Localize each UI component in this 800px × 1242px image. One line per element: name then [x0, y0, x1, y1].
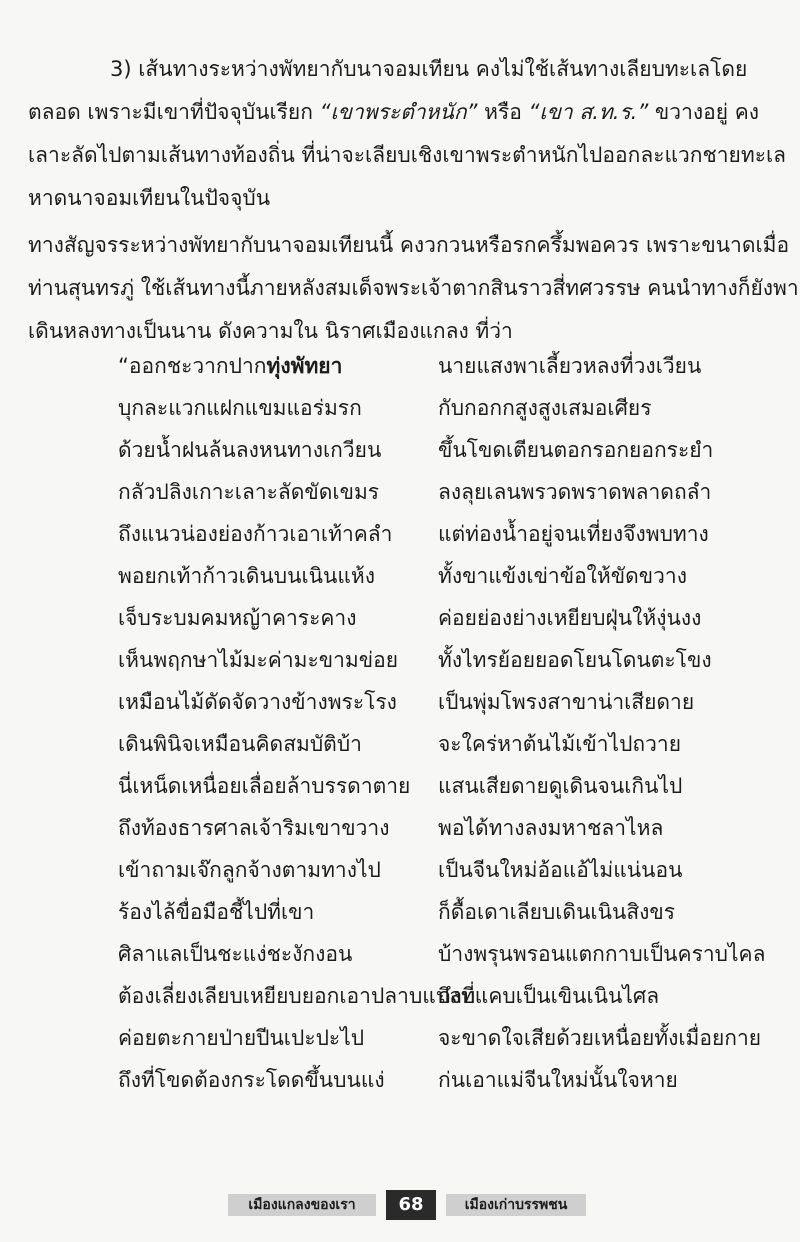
poem-left-verse: ศิลาแลเป็นชะแง่ชะงักงอน [118, 942, 353, 966]
poem-right-verse: เป็นพุ่มโพรงสาขาน่าเสียดาย [438, 690, 695, 714]
poem-block [0, 350, 800, 1106]
poem-rows [0, 392, 800, 1106]
poem-left-verse [118, 350, 342, 383]
poem-right-verse: แสนเสียดายดูเดินจนเกินไป [438, 774, 683, 798]
poem-left-verse: ต้องเลี่ยงเลียบเหยียบยอกเอาปลาบแปลบ [118, 984, 476, 1008]
paragraph-line: หาดนาจอมเทียนในปัจจุบัน [28, 186, 271, 210]
poem-row [0, 1022, 800, 1064]
poem-row [0, 980, 800, 1022]
poem-right-verse: บ้างพรุนพรอนแตกกาบเป็นคราบไคล [438, 942, 766, 966]
poem-left-verse: เดินพินิจเหมือนคิดสมบัติบ้า [118, 732, 362, 756]
poem-right-verse: จะใคร่หาต้นไม้เข้าไปถวาย [438, 732, 682, 756]
poem-row [0, 896, 800, 938]
poem-right-verse: ลงลุยเลนพรวดพราดพลาดถลำ [438, 480, 712, 504]
page-number: 68 [386, 1190, 436, 1220]
poem-right-verse: ค่อยย่องย่างเหยียบฝุ่นให้งุ่นงง [438, 606, 702, 630]
paragraph-line: ท่านสุนทรภู่ ใช้เส้นทางนี้ภายหลังสมเด็จพระเจ้าตากสินราวสี่ทศวรรษ คนนำทางก็ยังพา [28, 276, 799, 300]
poem-left-verse: กลัวปลิงเกาะเลาะลัดขัดเขมร [118, 480, 380, 504]
poem-right-verse: กับกอกกสูงสูงเสมอเศียร [438, 396, 652, 420]
poem-row [0, 476, 800, 518]
poem-right-verse: ก็ดื้อเดาเลียบเดินเนินสิงขร [438, 900, 676, 924]
poem-right-verse: ทั้งไทรย้อยยอดโยนโดนตะโขง [438, 648, 712, 672]
poem-row [0, 812, 800, 854]
bold-place-name: ทุ่งพัทยา [266, 354, 343, 378]
poem-row [0, 1064, 800, 1106]
paragraph-line [28, 91, 778, 134]
poem-left-verse: เข้าถามเจ๊กลูกจ้างตามทางไป [118, 858, 381, 882]
poem-left-verse: นี่เหน็ดเหนื่อยเลื่อยล้าบรรดาตาย [118, 774, 411, 798]
poem-right-verse: ทั้งขาแข้งเข่าข้อให้ขัดขวาง [438, 564, 687, 588]
italic-quote: “เขาพระตำหนัก” [319, 100, 478, 124]
poem-row [0, 644, 800, 686]
italic-quote: “เขา ส.ท.ร.” [528, 100, 649, 124]
poem-left-verse: ถึงที่โขดต้องกระโดดขึ้นบนแง่ [118, 1068, 385, 1092]
poem-right-verse: ก่นเอาแม่จีนใหม่นั้นใจหาย [438, 1068, 678, 1092]
poem-row [0, 434, 800, 476]
poem-right-verse: ถึงที่แคบเป็นเขินเนินไศล [438, 984, 660, 1008]
poem-row [0, 518, 800, 560]
paragraph-2 [28, 224, 799, 353]
poem-right-verse: ขึ้นโขดเตียนตอกรอกยอกระยำ [438, 438, 714, 462]
poem-left-verse: ถึงแนวน่องย่องก้าวเอาเท้าคลำ [118, 522, 393, 546]
paragraph-line: ทางสัญจรระหว่างพัทยากับนาจอมเทียนนี้ คงวกวนหรือรกครึ้มพอควร เพราะขนาดเมื่อ [28, 233, 790, 257]
poem-row [0, 854, 800, 896]
paragraph-line: 3) เส้นทางระหว่างพัทยากับนาจอมเทียน คงไม่ใช้เส้นทางเลียบทะเลโดย [110, 57, 748, 81]
poem-left-verse: เจ็บระบมคมหญ้าคาระคาง [118, 606, 357, 630]
poem-left-verse: เหมือนไม้ดัดจัดวางข้างพระโรง [118, 690, 397, 714]
paragraph-line: เดินหลงทางเป็นนาน ดังความใน นิราศเมืองแกลง ที่ว่า [28, 319, 513, 343]
poem-right-verse: แต่ท่องน้ำอยู่จนเที่ยงจึงพบทาง [438, 522, 709, 546]
poem-left-verse: ร้องไล้ขื่อมือชี้ไปที่เขา [118, 900, 315, 924]
poem-left-verse: ด้วยน้ำฝนล้นลงหนทางเกวียน [118, 438, 382, 462]
page-footer [228, 1190, 586, 1220]
text-span: หรือ [477, 100, 529, 124]
text-span: “ออกชะวากปาก [118, 354, 267, 378]
paragraph-1 [28, 48, 787, 220]
poem-left-verse: เห็นพฤกษาไม้มะค่ามะขามข่อย [118, 648, 399, 672]
poem-left-verse: ถึงท้องธารศาลเจ้าริมเขาขวาง [118, 816, 390, 840]
poem-row [0, 686, 800, 728]
poem-row [0, 938, 800, 980]
text-span: ขวางอยู่ คง [648, 100, 760, 124]
poem-row [0, 560, 800, 602]
poem-row [0, 728, 800, 770]
poem-right-verse: นายแสงพาเลี้ยวหลงที่วงเวียน [438, 354, 702, 378]
footer-chapter-title: เมืองเก่าบรรพชน [446, 1194, 586, 1216]
text-span: ตลอด เพราะมีเขาที่ปัจจุบันเรียก [28, 100, 320, 124]
footer-book-title: เมืองแกลงของเรา [228, 1194, 376, 1216]
poem-right-verse: พอได้ทางลงมหาชลาไหล [438, 816, 664, 840]
poem-right-verse: เป็นจีนใหม่อ้อแอ้ไม่แน่นอน [438, 858, 683, 882]
poem-row [0, 602, 800, 644]
poem-left-verse: ค่อยตะกายป่ายปีนเปะปะไป [118, 1026, 365, 1050]
paragraph-line: เลาะลัดไปตามเส้นทางท้องถิ่น ที่น่าจะเลียบเชิงเขาพระตำหนักไปออกละแวกชายทะเล [28, 143, 787, 167]
poem-row [0, 350, 800, 392]
poem-left-verse: พอยกเท้าก้าวเดินบนเนินแห้ง [118, 564, 375, 588]
poem-row [0, 392, 800, 434]
poem-left-verse: บุกละแวกแฝกแขมแอร่มรก [118, 396, 362, 420]
poem-right-verse: จะขาดใจเสียด้วยเหนื่อยทั้งเมื่อยกาย [438, 1026, 762, 1050]
poem-row [0, 770, 800, 812]
